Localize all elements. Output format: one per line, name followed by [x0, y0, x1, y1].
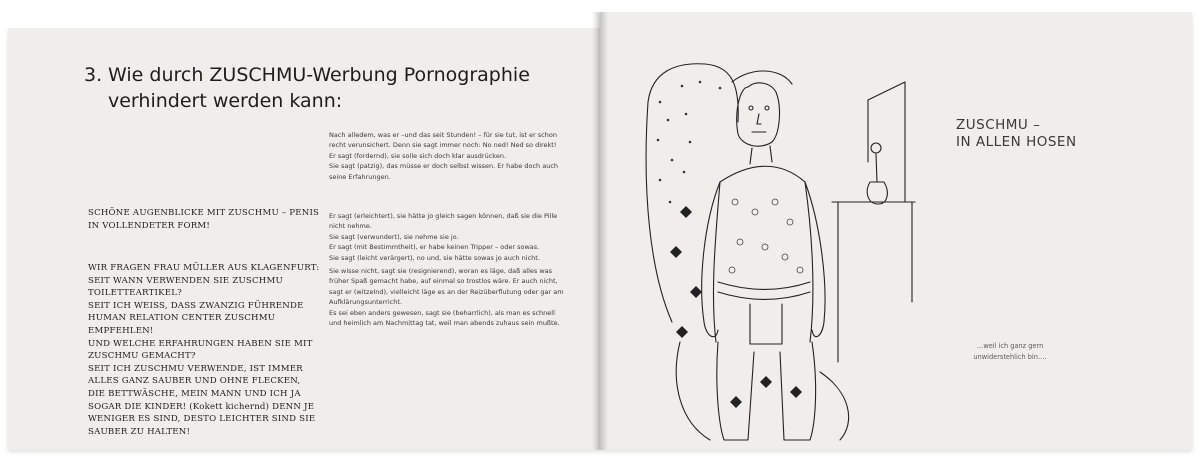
title-line: ZUSCHMU – — [956, 117, 1041, 133]
title-line: IN ALLEN HOSEN — [956, 134, 1077, 150]
dialogue-line: Es sei eben anders gewesen, sagt sie (beharrlich), als man es schnell und heimlich am Nachmittag tat, weil man abends zuhaus sein mußte. — [329, 308, 560, 328]
section-title: Wie durch ZUSCHMU-Werbung Pornographie verhindert werden kann: — [108, 64, 530, 112]
dialogue-line: Er sagt (erleichtert), sie hätte jo gleich sagen können, daß sie die Pille nicht nehme. — [329, 212, 558, 231]
quote-line: …weil ich ganz gern — [976, 342, 1044, 350]
interview-block — [88, 262, 320, 438]
interview-line: SEIT ICH WEISS, DASS ZWANZIG FÜHRENDE HUMAN RELATION CENTER ZUSCHMU EMPFEHLEN! — [88, 300, 304, 336]
interview-line: UND WELCHE ERFAHRUNGEN HABEN SIE MIT ZUSCHMU GEMACHT? — [88, 338, 313, 362]
section-heading — [84, 62, 584, 114]
dialogue-line: Sie wisse nicht, sagt sie (resignierend), woran es läge, daß alles was früher Spaß gemacht habe, auf einmal so trostlos wäre. Er auch nicht, sagt er (witzelnd), vielleicht läge es an der Reizüberflutung oder gar am Aufklärungsunterricht. — [329, 267, 564, 307]
interview-line: WIR FRAGEN FRAU MÜLLER AUS KLAGENFURT: SEIT WANN VERWENDEN SIE ZUSCHMU TOILETTEARTIKEL? — [88, 263, 320, 299]
section-number: 3. — [84, 64, 103, 86]
dialogue-line: Er sagt (mit Bestimmtheit), er habe keinen Tripper – oder sowas. — [329, 243, 540, 252]
dialogue-block-3 — [329, 266, 569, 328]
book-gutter — [592, 12, 608, 450]
dialogue-block-1 — [329, 130, 569, 182]
dialogue-block-2 — [329, 211, 569, 263]
dialogue-line: Sie sagt (leicht verärgert), no und, sie hätte sowas jo auch nicht. — [329, 253, 540, 262]
dialogue-line: Er sagt (fordernd), sie solle sich doch klar ausdrücken. — [329, 151, 507, 160]
dialogue-line: Sie sagt (patzig), das müsse er doch selbst wissen. Er habe doch auch seine Erfahrungen. — [329, 162, 559, 181]
figure-illustration — [620, 42, 920, 452]
caption-penis-form: SCHÖNE AUGENBLICKE MIT ZUSCHMU – PENIS IN VOLLENDETER FORM! — [88, 208, 320, 231]
right-page-quote — [940, 341, 1080, 362]
dialogue-line: Nach alledem, was er –und das seit Stunden! – für sie tut, ist er schon recht verunsichert. Denn sie sagt immer noch: No ned! Ned so direkt! — [329, 131, 557, 150]
quote-line: unwiderstehlich bin…. — [973, 352, 1047, 361]
dialogue-line: Sie sagt (verwundert), sie nehme sie jo. — [329, 232, 459, 241]
right-page-title — [956, 117, 1116, 151]
interview-line: SEIT ICH ZUSCHMU VERWENDE, IST IMMER ALLES GANZ SAUBER UND OHNE FLECKEN, DIE BETTWÄSCHE, MEIN MANN UND ICH JA SOGAR DIE KINDER! (Kokett kichernd) DENN JE WENIGER ES SIND, DESTO LEICHTER SIND SIE SAUBER ZU HALTEN! — [88, 363, 316, 437]
